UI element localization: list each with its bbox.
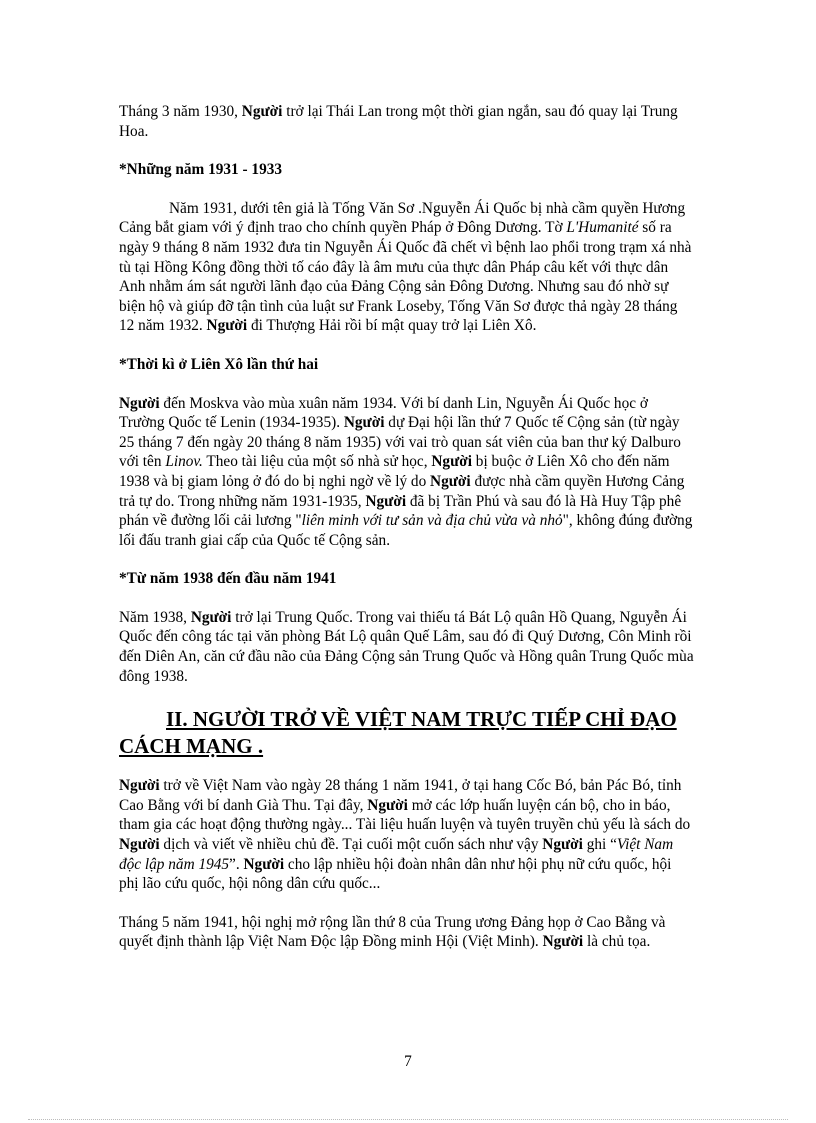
text: số ra ngày 9 tháng 8 năm 1932 đưa tin Nguyễn Ái Quốc đã chết vì bệnh lao phổi trong trạm xá nhà tù tại Hồng Kông đồng thời tố cáo đây là âm mưu của thực dân Pháp câu kết với thực dân Anh nhằm ám sát người lãnh đạo của Đảng Cộng sản Đông Dương. Nhưng sau đó nhờ sự biện hộ và giúp đỡ tận tình của luật sư Frank Loseby, Tống Văn Sơ được thả ngày 28 tháng 12 năm 1932. — [119, 219, 692, 335]
person-reference: Người — [431, 453, 472, 471]
text: ”. — [229, 855, 244, 873]
paragraph-1931 — [119, 199, 694, 336]
text: Năm 1938, — [119, 608, 191, 626]
paragraph-1941-conference — [119, 913, 694, 952]
person-reference: Người — [241, 103, 283, 120]
page-number: 7 — [404, 1053, 412, 1070]
person-reference: Người — [367, 796, 408, 814]
alias-name: Linov. — [165, 453, 203, 471]
text: Năm 1931, dưới tên giả là Tống Văn Sơ .Nguyễn Ái Quốc bị nhà cầm quyền Hương Cảng bắt giam với ý định trao cho chính quyền Pháp ở Đông Dương. Tờ — [119, 199, 686, 237]
newspaper-title: L'Humanité — [566, 219, 639, 237]
section-heading-1931-1933: *Những năm 1931 - 1933 — [119, 161, 283, 179]
text: trở lại Thái Lan trong một thời gian ngắn, sau đó quay lại Trung Hoa. — [119, 103, 678, 140]
text: đến Moskva vào mùa xuân năm 1934. Với bí danh Lin, Nguyễn Ái Quốc học ở Trường Quốc tế Lenin (1934-1935). — [119, 394, 648, 432]
paragraph-1930 — [119, 102, 694, 141]
section-heading-soviet-second: *Thời kì ở Liên Xô lần thứ hai — [119, 355, 319, 373]
text: là chủ tọa. — [583, 933, 651, 951]
person-reference: Người — [119, 836, 160, 854]
person-reference: Người — [542, 836, 583, 854]
paragraph-moscow — [119, 394, 694, 551]
person-reference: Người — [365, 492, 407, 510]
page-bottom-divider — [28, 1119, 788, 1120]
text: đã bị Trần Phú và sau đó là Hà Huy Tập phê phán về đường lối cải lương " — [119, 492, 682, 530]
section-heading-1938-1941: *Từ năm 1938 đến đầu năm 1941 — [119, 570, 337, 588]
person-reference: Người — [190, 608, 232, 626]
text: dự Đại hội lần thứ 7 Quốc tế Cộng sản (từ ngày 25 tháng 7 đến ngày 20 tháng 8 năm 1935) với vai trò quan sát viên của ban thư ký Dalburo với tên — [119, 414, 681, 471]
text: dịch và viết về nhiều chủ đề. Tại cuối một cuốn sách như vậy — [159, 836, 543, 854]
text: cho lập nhiều hội đoàn nhân dân như hội phụ nữ cứu quốc, hội phị lão cứu quốc, hội nông dân cứu quốc... — [119, 855, 672, 893]
text: ghi “ — [582, 836, 617, 854]
text: bị buộc ở Liên Xô cho đến năm 1938 và bị giam lỏng ở đó do bị nghi ngờ về lý do — [119, 453, 670, 490]
quoted-phrase: liên minh với tư sản và địa chủ vừa và nhỏ — [301, 512, 563, 530]
person-reference: Người — [119, 394, 160, 412]
chapter-heading: II. NGƯỜI TRỞ VỀ VIỆT NAM TRỰC TIẾP CHỈ ĐẠO CÁCH MẠNG . — [119, 707, 677, 759]
person-reference: Người — [343, 414, 385, 432]
text: Tháng 5 năm 1941, hội nghị mở rộng lần thứ 8 của Trung ương Đảng họp ở Cao Bằng và quyết định thành lập Việt Nam Độc lập Đồng minh Hội (Việt Minh). — [119, 913, 666, 951]
text: mở các lớp huấn luyện cán bộ, cho in báo, tham gia các hoạt động thường ngày... Tài liệu huấn luyện và tuyên truyền chủ yếu là sách do — [119, 796, 691, 834]
person-reference: Người — [206, 317, 248, 335]
text: trở lại Trung Quốc. Trong vai thiếu tá Bát Lộ quân Hồ Quang, Nguyễn Ái Quốc đến công tác tại văn phòng Bát Lộ quân Quế Lâm, sau đó đi Quý Dương, Côn Minh rồi đến Diên An, căn cứ đầu não của Đảng Cộng sản Trung Quốc và Hồng quân Trung Quốc mùa đông 1938. — [119, 608, 694, 685]
paragraph-1941-return — [119, 776, 694, 894]
text: đi Thượng Hải rồi bí mật quay trở lại Liên Xô. — [247, 317, 537, 335]
text: ", không đúng đường lối đấu tranh giai cấp của Quốc tế Cộng sản. — [119, 512, 693, 549]
text: Tháng 3 năm 1930, — [119, 103, 242, 120]
text: Theo tài liệu của một số nhà sử học, — [202, 453, 432, 471]
person-reference: Người — [542, 933, 584, 951]
book-note: Việt Nam độc lập năm 1945 — [119, 836, 674, 873]
person-reference: Người — [243, 855, 285, 873]
text: được nhà cầm quyền Hương Cảng trả tự do. Trong những năm 1931-1935, — [119, 472, 685, 510]
paragraph-1938 — [119, 608, 694, 686]
person-reference: Người — [119, 777, 160, 795]
page-body — [119, 102, 694, 971]
text: trở về Việt Nam vào ngày 28 tháng 1 năm 1941, ở tại hang Cốc Bó, bản Pác Bó, tỉnh Cao Bằng với bí danh Già Thu. Tại đây, — [119, 777, 682, 814]
person-reference: Người — [430, 472, 471, 490]
